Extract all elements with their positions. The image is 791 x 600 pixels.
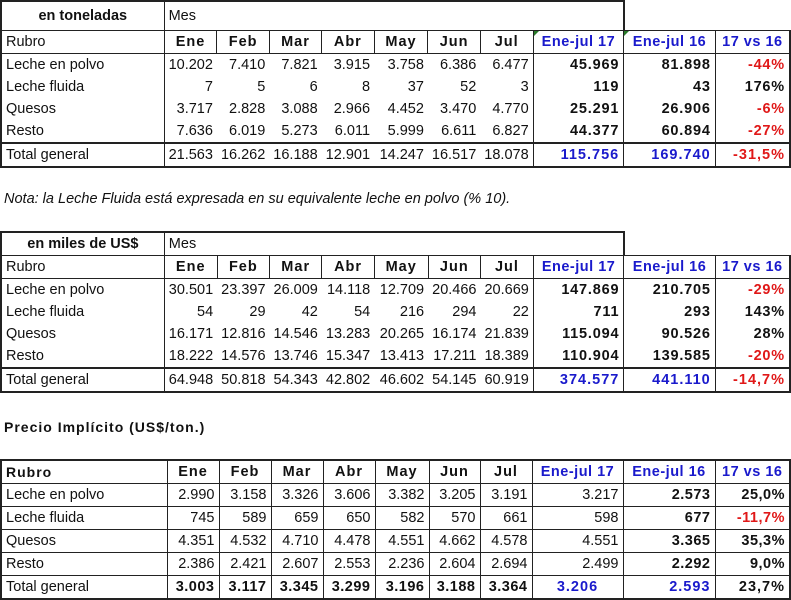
cell: 13.283	[325, 326, 371, 342]
cell: 21.563	[164, 143, 217, 167]
month-header: May	[374, 31, 428, 54]
table-row	[1, 507, 790, 530]
cell: 3.191	[480, 484, 532, 507]
tonnes-group-label: Mes	[164, 1, 624, 31]
cell: 3.326	[271, 484, 323, 507]
cell: 54.145	[428, 368, 480, 392]
cell: 661	[480, 507, 532, 530]
cell-17-vs-16: -20%	[715, 345, 790, 368]
cell: 15.347	[325, 348, 371, 364]
cell: 650	[323, 507, 375, 530]
cell: 3.088	[281, 101, 318, 117]
cell: 14.546	[273, 326, 318, 342]
note-text: Nota: la Leche Fluida está expresada en su equivalente leche en polvo (% 10).	[4, 191, 511, 207]
usd-rubro-header: Rubro	[1, 256, 164, 279]
total-ene-jul-16: 2.593	[623, 576, 715, 600]
row-label: Resto	[1, 120, 164, 143]
cell: 13.746	[273, 348, 318, 364]
cell: 6.827	[480, 120, 533, 143]
cell-17-vs-16: 35,3%	[715, 530, 790, 553]
cell-ene-jul-16: 81.898	[624, 54, 716, 77]
cell: 18.389	[480, 345, 533, 368]
cell-ene-jul-17: 110.904	[533, 345, 623, 368]
cell: 7	[204, 79, 213, 95]
cell: 4.662	[429, 530, 480, 553]
cell: 30.501	[168, 282, 214, 298]
cell: 582	[375, 507, 429, 530]
cell: 14.118	[326, 282, 371, 298]
cell: 3.382	[375, 484, 429, 507]
month-header: Jul	[480, 256, 533, 279]
cell: 14.576	[221, 348, 266, 364]
summary-header-ene-jul-17: Ene-jul 17	[533, 256, 623, 279]
cell: 570	[429, 507, 480, 530]
tonnes-rubro-header: Rubro	[1, 31, 164, 54]
cell: 14.247	[374, 143, 428, 167]
cell: 4.551	[375, 530, 429, 553]
cell-ene-jul-16: 90.526	[624, 323, 715, 345]
summary-header-ene-jul-16: Ene-jul 16	[623, 460, 715, 484]
cell: 46.602	[374, 368, 428, 392]
month-header: Jun	[429, 460, 480, 484]
cell: 5.999	[387, 123, 424, 139]
cell: 18.222	[168, 348, 214, 364]
month-header: Feb	[219, 460, 271, 484]
cell-ene-jul-17: 4.551	[532, 530, 623, 553]
row-label: Leche fluida	[1, 76, 164, 98]
cell: 2.604	[429, 553, 480, 576]
cell: 4.478	[323, 530, 375, 553]
total-ene-jul-17: 115.756	[533, 143, 624, 167]
month-header: Jul	[480, 31, 533, 54]
cell-17-vs-16: -29%	[715, 279, 790, 302]
cell: 42.802	[322, 368, 374, 392]
cell: 29	[249, 304, 266, 320]
total-17-vs-16: 23,7%	[715, 576, 790, 600]
cell: 2.421	[219, 553, 271, 576]
cell-17-vs-16: 176%	[715, 76, 790, 98]
cell: 2.828	[229, 101, 266, 117]
cell-ene-jul-16: 2.292	[623, 553, 715, 576]
cell: 3.758	[387, 57, 424, 73]
cell-17-vs-16: -44%	[715, 54, 790, 77]
cell: 7.636	[176, 123, 213, 139]
price-rubro-header: Rubro	[1, 460, 167, 484]
cell: 3.003	[167, 576, 219, 600]
total-row	[1, 368, 790, 392]
cell: 37	[407, 79, 424, 95]
cell: 12.709	[379, 282, 425, 298]
table-row	[1, 345, 790, 368]
cell: 2.966	[333, 101, 371, 117]
cell: 4.578	[480, 530, 532, 553]
cell: 18.078	[480, 143, 533, 167]
row-label: Leche en polvo	[1, 54, 164, 77]
cell: 3.364	[480, 576, 532, 600]
cell: 3.158	[219, 484, 271, 507]
cell: 6.386	[439, 57, 477, 73]
cell: 13.413	[379, 348, 425, 364]
cell-ene-jul-16: 3.365	[623, 530, 715, 553]
total-row	[1, 143, 790, 167]
cell: 54	[354, 304, 371, 320]
month-header: May	[375, 460, 429, 484]
cell: 3.345	[271, 576, 323, 600]
cell-ene-jul-17: 147.869	[533, 279, 623, 302]
cell-ene-jul-16: 293	[624, 301, 715, 323]
cell: 659	[271, 507, 323, 530]
total-17-vs-16: -31,5%	[715, 143, 790, 167]
usd-caption: en miles de US$	[1, 232, 164, 256]
cell: 5.273	[281, 123, 318, 139]
row-label: Quesos	[1, 98, 164, 120]
cell-ene-jul-17: 119	[533, 76, 624, 98]
usd-group-label: Mes	[164, 232, 624, 256]
table-row	[1, 323, 790, 345]
month-header: Jun	[428, 31, 480, 54]
cell: 216	[399, 304, 425, 320]
cell: 7.821	[281, 57, 318, 73]
cell-ene-jul-17: 45.969	[533, 54, 624, 77]
table-row	[1, 279, 790, 302]
cell-ene-jul-16: 210.705	[624, 279, 715, 302]
month-header: Abr	[322, 31, 374, 54]
row-label: Resto	[1, 345, 164, 368]
cell: 12.816	[221, 326, 266, 342]
cell: 21.839	[480, 323, 533, 345]
cell: 17.211	[433, 348, 477, 364]
row-label: Quesos	[1, 530, 167, 553]
cell: 3.205	[429, 484, 480, 507]
cell: 3.299	[323, 576, 375, 600]
cell: 42	[301, 304, 318, 320]
summary-header-ene-jul-16: Ene-jul 16	[624, 31, 716, 54]
cell: 3.470	[439, 101, 477, 117]
cell: 2.990	[167, 484, 219, 507]
cell: 5	[257, 79, 266, 95]
cell: 20.265	[379, 326, 425, 342]
cell: 10.202	[168, 57, 213, 73]
cell: 54	[197, 304, 214, 320]
cell: 2.553	[323, 553, 375, 576]
row-label: Leche fluida	[1, 301, 164, 323]
cell: 3.915	[333, 57, 371, 73]
cell: 16.171	[168, 326, 214, 342]
cell: 3.196	[375, 576, 429, 600]
cell-ene-jul-17: 25.291	[533, 98, 624, 120]
total-17-vs-16: -14,7%	[715, 368, 790, 392]
cell-ene-jul-16: 677	[623, 507, 715, 530]
table-row	[1, 553, 790, 576]
cell: 2.236	[375, 553, 429, 576]
cell-ene-jul-16: 43	[624, 76, 716, 98]
cell-17-vs-16: 28%	[715, 323, 790, 345]
cell-ene-jul-17: 598	[532, 507, 623, 530]
cell: 50.818	[217, 368, 269, 392]
total-ene-jul-17: 3.206	[532, 576, 623, 600]
price-table	[0, 459, 791, 600]
cell: 22	[480, 301, 533, 323]
cell-17-vs-16: 9,0%	[715, 553, 790, 576]
cell: 6.477	[480, 54, 533, 77]
cell: 6.611	[441, 123, 477, 139]
cell: 26.009	[273, 282, 318, 298]
cell-17-vs-16: -6%	[715, 98, 790, 120]
cell: 20.466	[432, 282, 477, 298]
cell-ene-jul-16: 60.894	[624, 120, 716, 143]
total-ene-jul-16: 441.110	[624, 368, 715, 392]
summary-header-17-vs-16: 17 vs 16	[715, 31, 790, 54]
row-label: Total general	[1, 576, 167, 600]
row-label: Resto	[1, 553, 167, 576]
cell: 2.386	[167, 553, 219, 576]
cell: 52	[460, 79, 477, 95]
month-header: Mar	[269, 31, 321, 54]
cell: 16.188	[269, 143, 321, 167]
month-header: Ene	[164, 31, 217, 54]
summary-header-ene-jul-17: Ene-jul 17	[532, 460, 623, 484]
table-row	[1, 301, 790, 323]
month-header: Feb	[217, 31, 269, 54]
cell: 4.710	[271, 530, 323, 553]
cell-17-vs-16: 25,0%	[715, 484, 790, 507]
table-row	[1, 98, 790, 120]
total-row	[1, 576, 790, 600]
cell: 8	[361, 79, 371, 95]
cell: 23.397	[221, 282, 266, 298]
cell: 3.717	[176, 101, 213, 117]
summary-header-17-vs-16: 17 vs 16	[715, 460, 790, 484]
cell: 4.770	[480, 98, 533, 120]
summary-header-ene-jul-16: Ene-jul 16	[624, 256, 715, 279]
tonnes-caption: en toneladas	[1, 1, 164, 31]
cell: 60.919	[480, 368, 533, 392]
cell-ene-jul-17: 711	[533, 301, 623, 323]
cell: 6	[309, 79, 318, 95]
table-row	[1, 54, 790, 77]
month-header: Jul	[480, 460, 532, 484]
cell-ene-jul-16: 2.573	[623, 484, 715, 507]
cell: 54.343	[270, 368, 322, 392]
cell: 589	[219, 507, 271, 530]
cell-17-vs-16: -27%	[715, 120, 790, 143]
cell: 7.410	[229, 57, 266, 73]
cell-ene-jul-17: 115.094	[533, 323, 623, 345]
cell: 64.948	[164, 368, 217, 392]
total-ene-jul-17: 374.577	[533, 368, 623, 392]
cell: 745	[167, 507, 219, 530]
usd-table	[0, 231, 791, 393]
month-header: Abr	[323, 460, 375, 484]
cell: 3.117	[219, 576, 271, 600]
cell-ene-jul-17: 44.377	[533, 120, 624, 143]
summary-header-ene-jul-17: Ene-jul 17	[533, 31, 624, 54]
row-label: Total general	[1, 143, 164, 167]
table-row	[1, 120, 790, 143]
table-row	[1, 484, 790, 507]
row-label: Quesos	[1, 323, 164, 345]
cell: 4.532	[219, 530, 271, 553]
cell-ene-jul-16: 139.585	[624, 345, 715, 368]
cell: 3	[480, 76, 533, 98]
cell: 16.517	[428, 143, 480, 167]
cell-ene-jul-17: 2.499	[532, 553, 623, 576]
cell-17-vs-16: -11,7%	[715, 507, 790, 530]
cell: 3.606	[323, 484, 375, 507]
cell: 20.669	[480, 279, 533, 302]
cell-ene-jul-17: 3.217	[532, 484, 623, 507]
cell: 2.694	[480, 553, 532, 576]
total-ene-jul-16: 169.740	[624, 143, 716, 167]
month-header: Feb	[217, 256, 269, 279]
cell: 4.452	[387, 101, 424, 117]
cell: 2.607	[271, 553, 323, 576]
row-label: Leche en polvo	[1, 484, 167, 507]
cell: 16.174	[432, 326, 477, 342]
table-row	[1, 530, 790, 553]
price-title: Precio Implícito (US$/ton.)	[4, 419, 206, 435]
tonnes-table	[0, 0, 791, 168]
cell: 16.262	[217, 143, 269, 167]
row-label: Leche fluida	[1, 507, 167, 530]
cell: 12.901	[322, 143, 374, 167]
cell: 4.351	[167, 530, 219, 553]
month-header: May	[374, 256, 428, 279]
table-row	[1, 76, 790, 98]
cell-17-vs-16: 143%	[715, 301, 790, 323]
month-header: Jun	[428, 256, 480, 279]
month-header: Ene	[164, 256, 217, 279]
cell-ene-jul-16: 26.906	[624, 98, 716, 120]
month-header: Mar	[270, 256, 322, 279]
summary-header-17-vs-16: 17 vs 16	[715, 256, 790, 279]
month-header: Ene	[167, 460, 219, 484]
cell: 3.188	[429, 576, 480, 600]
month-header: Mar	[271, 460, 323, 484]
cell: 6.011	[334, 123, 371, 139]
cell: 6.019	[229, 123, 266, 139]
month-header: Abr	[322, 256, 374, 279]
row-label: Total general	[1, 368, 164, 392]
row-label: Leche en polvo	[1, 279, 164, 302]
cell: 294	[452, 304, 477, 320]
